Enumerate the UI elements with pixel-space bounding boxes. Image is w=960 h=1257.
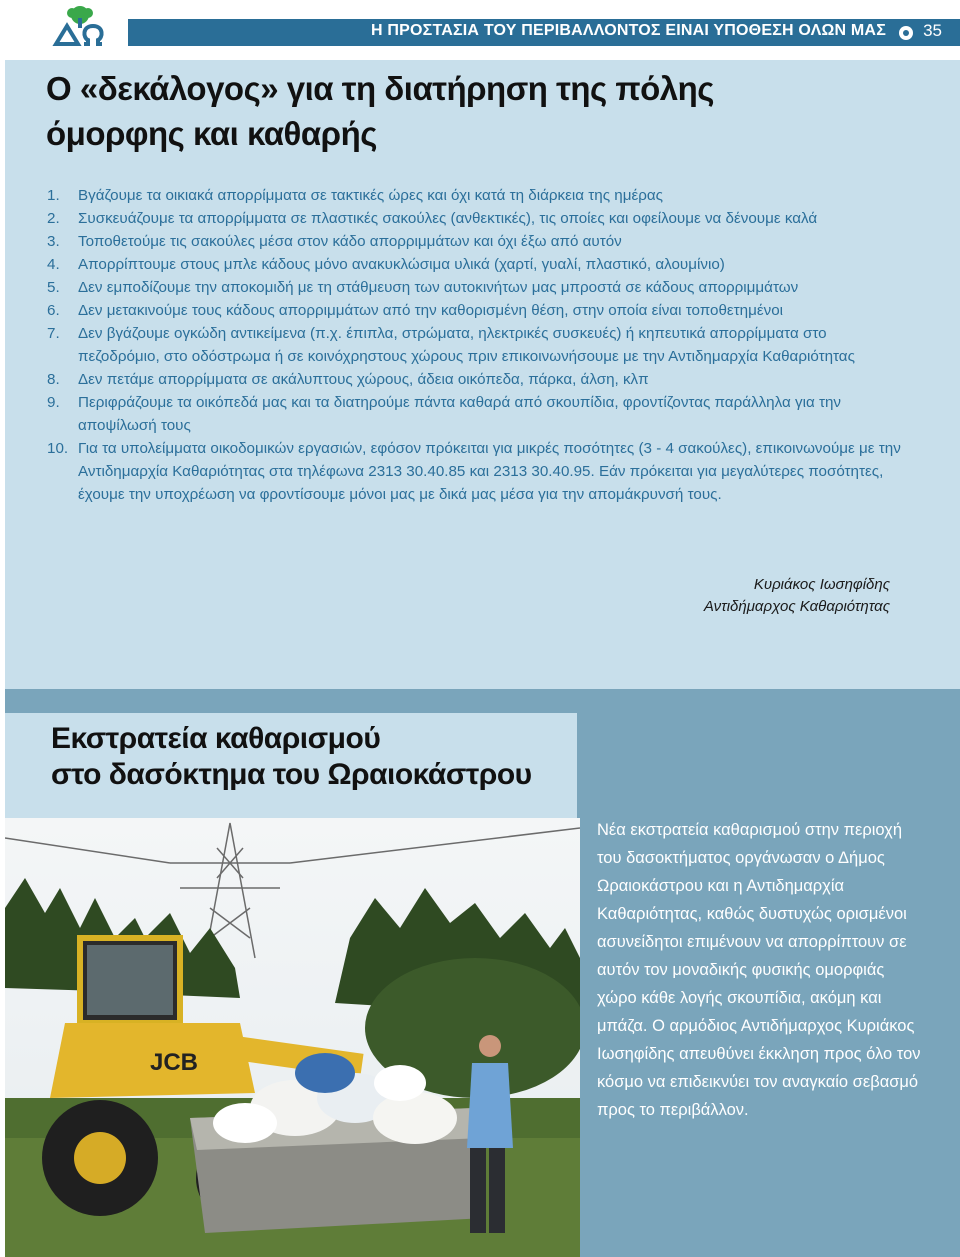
rule-number: 5. bbox=[47, 279, 60, 296]
rule-number: 3. bbox=[47, 233, 60, 250]
rule-number: 4. bbox=[47, 256, 60, 273]
rule-text: Για τα υπολείμματα οικοδομικών εργασιών, εφόσον πρόκειται για μικρές ποσότητες (3 - 4 σακούλες), επικοινωνούμε με την Αντιδημαρχία Καθαριότητας στα τηλέφωνα 2313 30.40.85 και 2313 30.40.95. Εάν πρόκειται για μεγαλύτερες ποσότητες, έχουμε την υποχρέωση να φροντίσουμε μόνοι μας με δικά μας μέσα για την απομάκρυνσή τους. bbox=[78, 440, 901, 503]
list-item bbox=[47, 322, 907, 368]
list-item bbox=[47, 230, 907, 253]
rule-text: Βγάζουμε τα οικιακά απορρίμματα σε τακτικές ώρες και όχι κατά τη διάρκεια της ημέρας bbox=[78, 187, 663, 204]
rule-text: Δεν εμποδίζουμε την αποκομιδή με τη στάθμευση των αυτοκινήτων μας μπροστά σε κάδους απορριμμάτων bbox=[78, 279, 799, 296]
cleanup-photo bbox=[5, 818, 580, 1257]
signature-name: Κυριάκος Ιωσηφίδης bbox=[753, 576, 890, 593]
bullet-dot-icon bbox=[899, 26, 913, 40]
list-item bbox=[47, 437, 907, 506]
rule-number: 7. bbox=[47, 325, 60, 342]
rule-text: Απορρίπτουμε στους μπλε κάδους μόνο ανακυκλώσιμα υλικά (χαρτί, γυαλί, πλαστικό, αλουμίνιο) bbox=[78, 256, 725, 273]
municipality-logo-icon bbox=[50, 4, 110, 46]
rule-number: 2. bbox=[47, 210, 60, 227]
rule-text: Δεν μετακινούμε τους κάδους απορριμμάτων από την καθορισμένη θέση, στην οποία είναι τοποθετημένοι bbox=[78, 302, 784, 319]
list-item bbox=[47, 391, 907, 437]
decalogue-title bbox=[46, 66, 846, 156]
list-item bbox=[47, 299, 907, 322]
campaign-title-line2: στο δασόκτημα του Ωραιοκάστρου bbox=[51, 758, 532, 791]
campaign-title-band bbox=[5, 713, 577, 818]
rule-text: Δεν πετάμε απορρίμματα σε ακάλυπτους χώρους, άδεια οικόπεδα, πάρκα, άλση, κλπ bbox=[78, 371, 649, 388]
rule-number: 1. bbox=[47, 187, 60, 204]
list-item bbox=[47, 276, 907, 299]
header-band bbox=[128, 19, 960, 46]
campaign-body: Νέα εκστρατεία καθαρισμού στην περιοχή του δασοκτήματος οργάνωσαν ο Δήμος Ωραιοκάστρου και η Αντιδημαρχία Καθαριότητας, καθώς δυστυχώς ορισμένοι ασυνείδητοι επιμένουν να απορρίπτουν σε αυτόν τον μοναδικής φυσικής ομορφιάς χώρο κάθε λογής σκουπίδια, ακόμη και μπάζα. Ο αρμόδιος Αντιδήμαρχος Κυριάκος Ιωσηφίδης απευθύνει έκκληση προς όλο τον κόσμο να επιδεικνύει τον αναγκαίο σεβασμό προς το περιβάλλον. bbox=[597, 821, 921, 1119]
campaign-title-line1: Εκστρατεία καθαρισμού bbox=[51, 722, 381, 755]
campaign-title bbox=[51, 721, 532, 793]
header-title: Η ΠΡΟΣΤΑΣΙΑ ΤΟΥ ΠΕΡΙΒΑΛΛΟΝΤΟΣ ΕΙΝΑΙ ΥΠΟΘΕΣΗ ΟΛΩΝ ΜΑΣ bbox=[370, 22, 886, 39]
decalogue-title-line2: όμορφης και καθαρής bbox=[46, 115, 377, 152]
rule-number: 9. bbox=[47, 394, 60, 411]
signature-block bbox=[704, 574, 890, 618]
rule-text: Περιφράζουμε τα οικόπεδά μας και τα διατηρούμε πάντα καθαρά από σκουπίδια, φροντίζοντας παράλληλα για την αποψίλωσή τους bbox=[78, 394, 841, 434]
list-item bbox=[47, 368, 907, 391]
rule-text: Δεν βγάζουμε ογκώδη αντικείμενα (π.χ. έπιπλα, στρώματα, ηλεκτρικές συσκευές) ή κηπευτικά απορρίμματα στο πεζοδρόμιο, στο οδόστρωμα ή σε κοινόχρηστους χώρους πριν επικοινωνήσουμε με την Αντιδημαρχία Καθαριότητας bbox=[78, 325, 855, 365]
rule-number: 10. bbox=[47, 440, 69, 457]
list-item bbox=[47, 253, 907, 276]
rule-number: 8. bbox=[47, 371, 60, 388]
page-number: 35 bbox=[923, 21, 942, 40]
page-header bbox=[0, 0, 960, 60]
rule-number: 6. bbox=[47, 302, 60, 319]
list-item bbox=[47, 207, 907, 230]
svg-text:JCB: JCB bbox=[150, 1049, 199, 1076]
rule-text: Συσκευάζουμε τα απορρίμματα σε πλαστικές σακούλες (ανθεκτικές), τις οποίες και οφείλουμε να δένουμε καλά bbox=[78, 210, 818, 227]
rule-text: Τοποθετούμε τις σακούλες μέσα στον κάδο απορριμμάτων και όχι έξω από αυτόν bbox=[78, 233, 622, 250]
rules-list bbox=[47, 184, 907, 506]
excavator-photo-illustration bbox=[5, 818, 580, 1257]
signature-role: Αντιδήμαρχος Καθαριότητας bbox=[703, 598, 890, 615]
decalogue-title-line1: Ο «δεκάλογος» για τη διατήρηση της πόλης bbox=[46, 70, 714, 107]
list-item bbox=[47, 184, 907, 207]
